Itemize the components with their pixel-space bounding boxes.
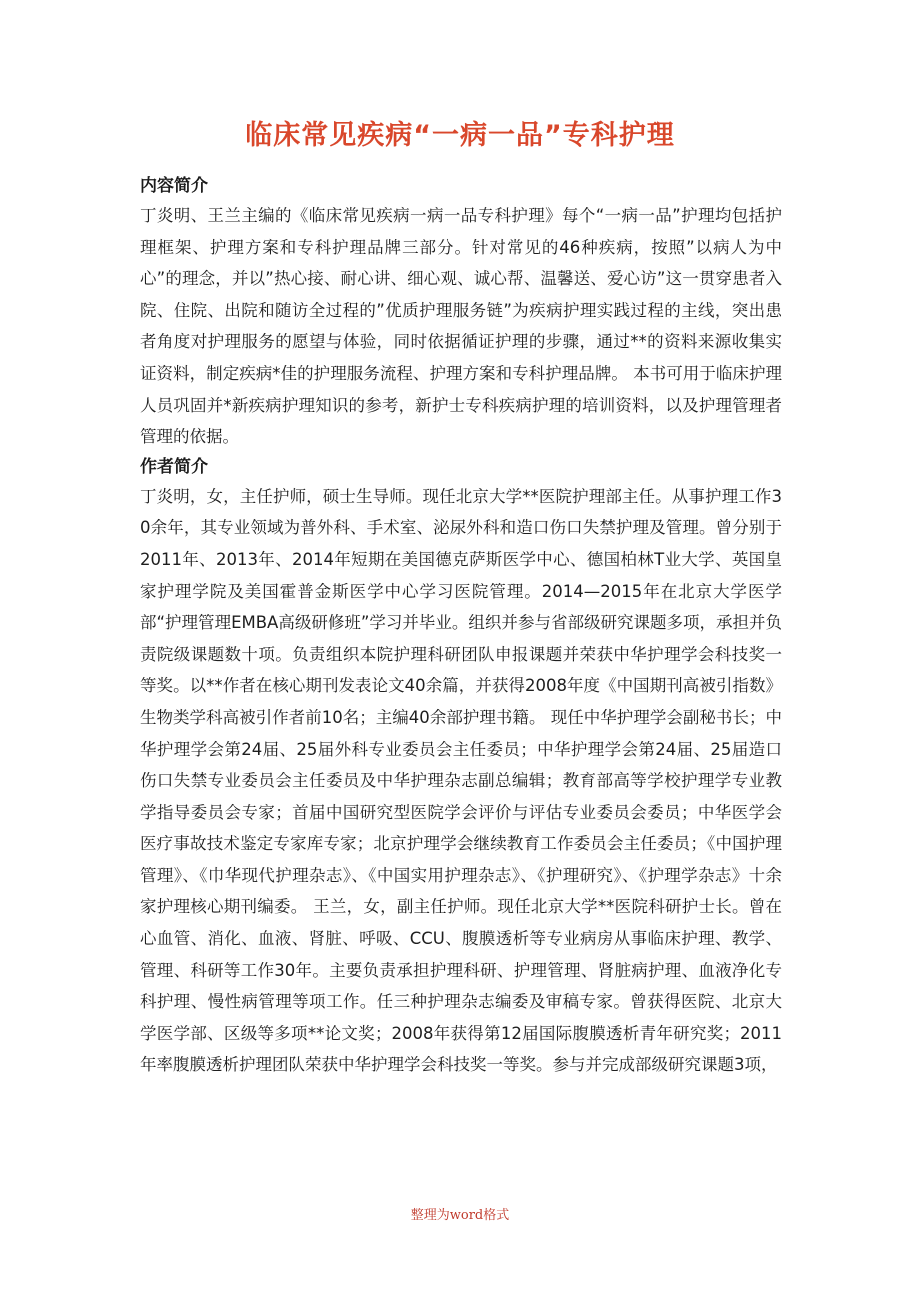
section-body-intro: 丁炎明、王兰主编的《临床常见疾病一病一品专科护理》每个“一病一品”护理均包括护理框架、护理方案和专科护理品牌三部分。针对常见的46种疾病，按照”以病人为中心”的理念，并以”热心接、耐心讲、细心观、诚心帮、温馨送、爱心访”这一贯穿患者入院、住院、出院和随访全过程的”优质护理服务链”为疾病护理实践过程的主线，突出患者角度对护理服务的愿望与体验，同时依据循证护理的步骤，通过**的资料来源收集实证资料，制定疾病*佳的护理服务流程、护理方案和专科护理品牌。 本书可用于临床护理人员巩固并*新疾病护理知识的参考，新护士专科疾病护理的培训资料，以及护理管理者管理的依据。 [140,206,782,447]
section-heading-author: 作者简介 [140,456,208,477]
document-title: 临床常见疾病“一病一品”专科护理 [245,120,675,151]
section-heading-intro: 内容简介 [140,176,208,196]
section-author [140,453,782,1081]
section-body-author: 丁炎明，女，主任护师，硕士生导师。现任北京大学**医院护理部主任。从事护理工作30余年，其专业领域为普外科、手术室、泌尿外科和造口伤口失禁护理及管理。曾分别于2011年、2013年、2014年短期在美国德克萨斯医学中心、德国柏林T业大学、英国皇家护理学院及美国霍普金斯医学中心学习医院管理。2014—2015年在北京大学医学部“护理管理EMBA高级研修班”学习并毕业。组织并参与省部级研究课题多项，承担并负责院级课题数十项。负责组织本院护理科研团队申报课题并荣获中华护理学会科技奖一等奖。以**作者在核心期刊发表论文40余篇，并获得2008年度《中国期刊高被引指数》生物类学科高被引作者前10名；主编40余部护理书籍。 现任中华护理学会副秘书长；中华护理学会第24届、25届外科专业委员会主任委员；中华护理学会第24届、25届造口伤口失禁专业委员会主任委员及中华护理杂志副总编辑；教育部高等学校护理学专业教学指导委员会专家；首届中国研究型医院学会评价与评估专业委员会委员；中华医学会医疗事故技术鉴定专家库专家；北京护理学会继续教育工作委员会主任委员；《中国护理管理》、《巾华现代护理杂志》、《中国实用护理杂志》、《护理研究》、《护理学杂志》十余家护理核心期刊编委。 王兰，女，副主任护师。现任北京大学**医院科研护士长。曾在心血管、消化、血液、肾脏、呼吸、CCU、腹膜透析等专业病房从事临床护理、教学、管理、科研等工作30年。主要负责承担护理科研、护理管理、肾脏病护理、血液净化专科护理、慢性病管理等项工作。任三种护理杂志编委及审稿专家。曾获得医院、北京大学医学部、区级等多项**论文奖；2008年获得第12届国际腹膜透析青年研究奖；2011年率腹膜透析护理团队荣获中华护理学会科技奖一等奖。参与并完成部级研究课题3项， [140,486,782,1075]
document-content [140,172,782,1081]
section-intro [140,172,782,453]
page-footer: 整理为word格式 [410,1208,510,1223]
